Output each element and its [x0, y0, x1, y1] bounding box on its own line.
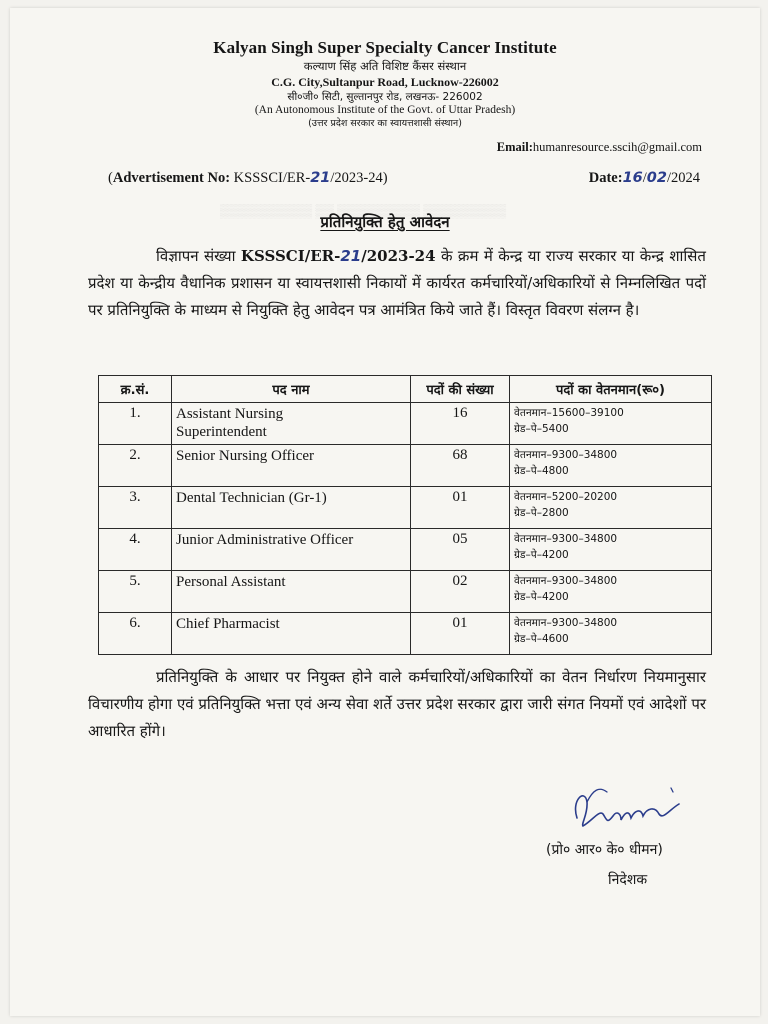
institute-name-en: Kalyan Singh Super Specialty Cancer Institute — [213, 38, 557, 57]
intro-adv-number: 21 — [340, 247, 362, 265]
cell-pay — [510, 487, 712, 529]
grade-pay: ग्रेड–पे–2800 — [514, 507, 569, 519]
intro-text-rest: के क्रम में केन्द्र या राज्य सरकार या केन्द्र शासित प्रदेश या केन्द्रीय वैधानिक प्रशासन या स्वायत्तशासी निकायों में कार्यरत कर्मचारियों/अधिकारियों से निम्नलिखित पदों पर प्रतिनियुक्ति के माध्यम से नियुक्ति हेतु आवेदन पत्र आमंत्रित किये जाते हैं। विस्तृत विवरण संलग्न है। — [88, 247, 706, 319]
advertisement-number — [108, 170, 388, 187]
post-name-line2: Superintendent — [176, 424, 267, 440]
pay-scale: वेतनमान–9300–34800 — [514, 617, 618, 629]
cell-post — [172, 613, 411, 655]
post-name-line1: Chief Pharmacist — [176, 616, 280, 632]
cell-count: 01 — [411, 487, 510, 529]
cell-count: 68 — [411, 445, 510, 487]
signature-image — [563, 780, 693, 840]
cell-sn: 1. — [99, 403, 172, 445]
adv-open-paren: ( — [108, 170, 113, 186]
email-line — [497, 140, 702, 155]
adv-suffix: /2023-24) — [330, 170, 388, 186]
col-header-sn: क्र.सं. — [99, 376, 172, 403]
address-en: C.G. City,Sultanpur Road, Lucknow-226002 — [271, 75, 499, 89]
cell-count: 05 — [411, 529, 510, 571]
col-header-count: पदों की संख्या — [411, 376, 510, 403]
cell-sn: 2. — [99, 445, 172, 487]
intro-paragraph — [88, 243, 706, 324]
grade-pay: ग्रेड–पे–4200 — [514, 591, 569, 603]
cell-post — [172, 571, 411, 613]
table-row — [99, 403, 712, 445]
pay-scale: वेतनमान–9300–34800 — [514, 449, 618, 461]
post-name-line1: Dental Technician (Gr-1) — [176, 490, 327, 506]
intro-text-start: विज्ञापन संख्या — [156, 247, 241, 265]
email-address: humanresource.sscih@gmail.com — [532, 140, 702, 154]
signatory-designation: निदेशक — [608, 872, 648, 888]
title-text: प्रतिनियुक्ति हेतु आवेदन — [320, 213, 450, 231]
post-name-line1: Personal Assistant — [176, 574, 286, 590]
cell-sn: 4. — [99, 529, 172, 571]
intro-adv-ref: KSSSCI/ER- — [240, 247, 341, 265]
post-name-line1: Junior Administrative Officer — [176, 532, 354, 548]
pay-scale: वेतनमान–9300–34800 — [514, 533, 618, 545]
cell-sn: 6. — [99, 613, 172, 655]
date-day: 16 — [622, 170, 643, 186]
date-sep: / — [642, 170, 647, 186]
pay-scale: वेतनमान–9300–34800 — [514, 575, 618, 587]
pay-scale: वेतनमान–15600–39100 — [514, 407, 624, 419]
cell-pay — [510, 571, 712, 613]
cell-count: 01 — [411, 613, 510, 655]
intro-adv-tail: /2023-24 — [361, 247, 436, 265]
document-title — [10, 212, 760, 232]
table-header-row — [99, 376, 712, 403]
pay-scale: वेतनमान–5200–20200 — [514, 491, 618, 503]
cell-post — [172, 403, 411, 445]
table-row — [99, 613, 712, 655]
cell-count: 16 — [411, 403, 510, 445]
post-name-line1: Assistant Nursing — [176, 406, 284, 422]
adv-number-handwritten: 21 — [310, 170, 331, 186]
adv-prefix: KSSSCI/ER- — [233, 170, 311, 186]
institute-name-hi: कल्याण सिंह अति विशिष्ट कैंसर संस्थान — [303, 59, 467, 73]
email-label: Email: — [496, 140, 533, 154]
date-label: Date: — [588, 170, 623, 186]
grade-pay: ग्रेड–पे–4800 — [514, 465, 569, 477]
table-row — [99, 445, 712, 487]
cell-pay — [510, 613, 712, 655]
grade-pay: ग्रेड–पे–4200 — [514, 549, 569, 561]
letterhead — [10, 38, 760, 129]
cell-pay — [510, 403, 712, 445]
autonomous-note-en: (An Autonomous Institute of the Govt. of Uttar Pradesh) — [254, 104, 516, 116]
signatory-name: (प्रो० आर० के० धीमन) — [546, 842, 663, 858]
posts-table — [98, 375, 712, 655]
cell-sn: 3. — [99, 487, 172, 529]
cell-post — [172, 529, 411, 571]
cell-pay — [510, 445, 712, 487]
document-page — [10, 8, 760, 1016]
cell-pay — [510, 529, 712, 571]
autonomous-note-hi: (उत्तर प्रदेश सरकार का स्वायत्तशासी संस्थान) — [308, 118, 462, 129]
cell-sn: 5. — [99, 571, 172, 613]
adv-label: Advertisement No: — [112, 170, 231, 186]
table-row — [99, 487, 712, 529]
col-header-pay: पदों का वेतनमान(रू०) — [510, 376, 712, 403]
closing-paragraph: प्रतिनियुक्ति के आधार पर नियुक्त होने वाले कर्मचारियों/अधिकारियों का वेतन निर्धारण नियमानुसार विचारणीय होगा एवं प्रतिनियुक्ति भत्ता एवं अन्य सेवा शर्ते उत्तर प्रदेश सरकार द्वारा जारी संगत नियमों एवं आदेशों पर आधारित होंगे। — [88, 668, 706, 740]
cell-post — [172, 487, 411, 529]
cell-count: 02 — [411, 571, 510, 613]
date-month: 02 — [646, 170, 667, 186]
date-year: /2024 — [666, 170, 700, 186]
table-row — [99, 571, 712, 613]
col-header-post: पद नाम — [172, 376, 411, 403]
grade-pay: ग्रेड–पे–4600 — [514, 633, 569, 645]
bleed-through-text: ▒▒▒▒▒▒▒▒▒▒ ▒▒ ▒▒▒▒▒▒▒▒▒ ▒▒▒▒▒▒▒▒▒ — [220, 203, 507, 218]
table-row — [99, 529, 712, 571]
post-name-line1: Senior Nursing Officer — [176, 448, 315, 464]
date-line — [589, 170, 700, 187]
grade-pay: ग्रेड–पे–5400 — [514, 423, 569, 435]
cell-post — [172, 445, 411, 487]
address-hi: सी०जी० सिटी, सुल्तानपुर रोड, लखनऊ- 226002 — [287, 91, 483, 103]
